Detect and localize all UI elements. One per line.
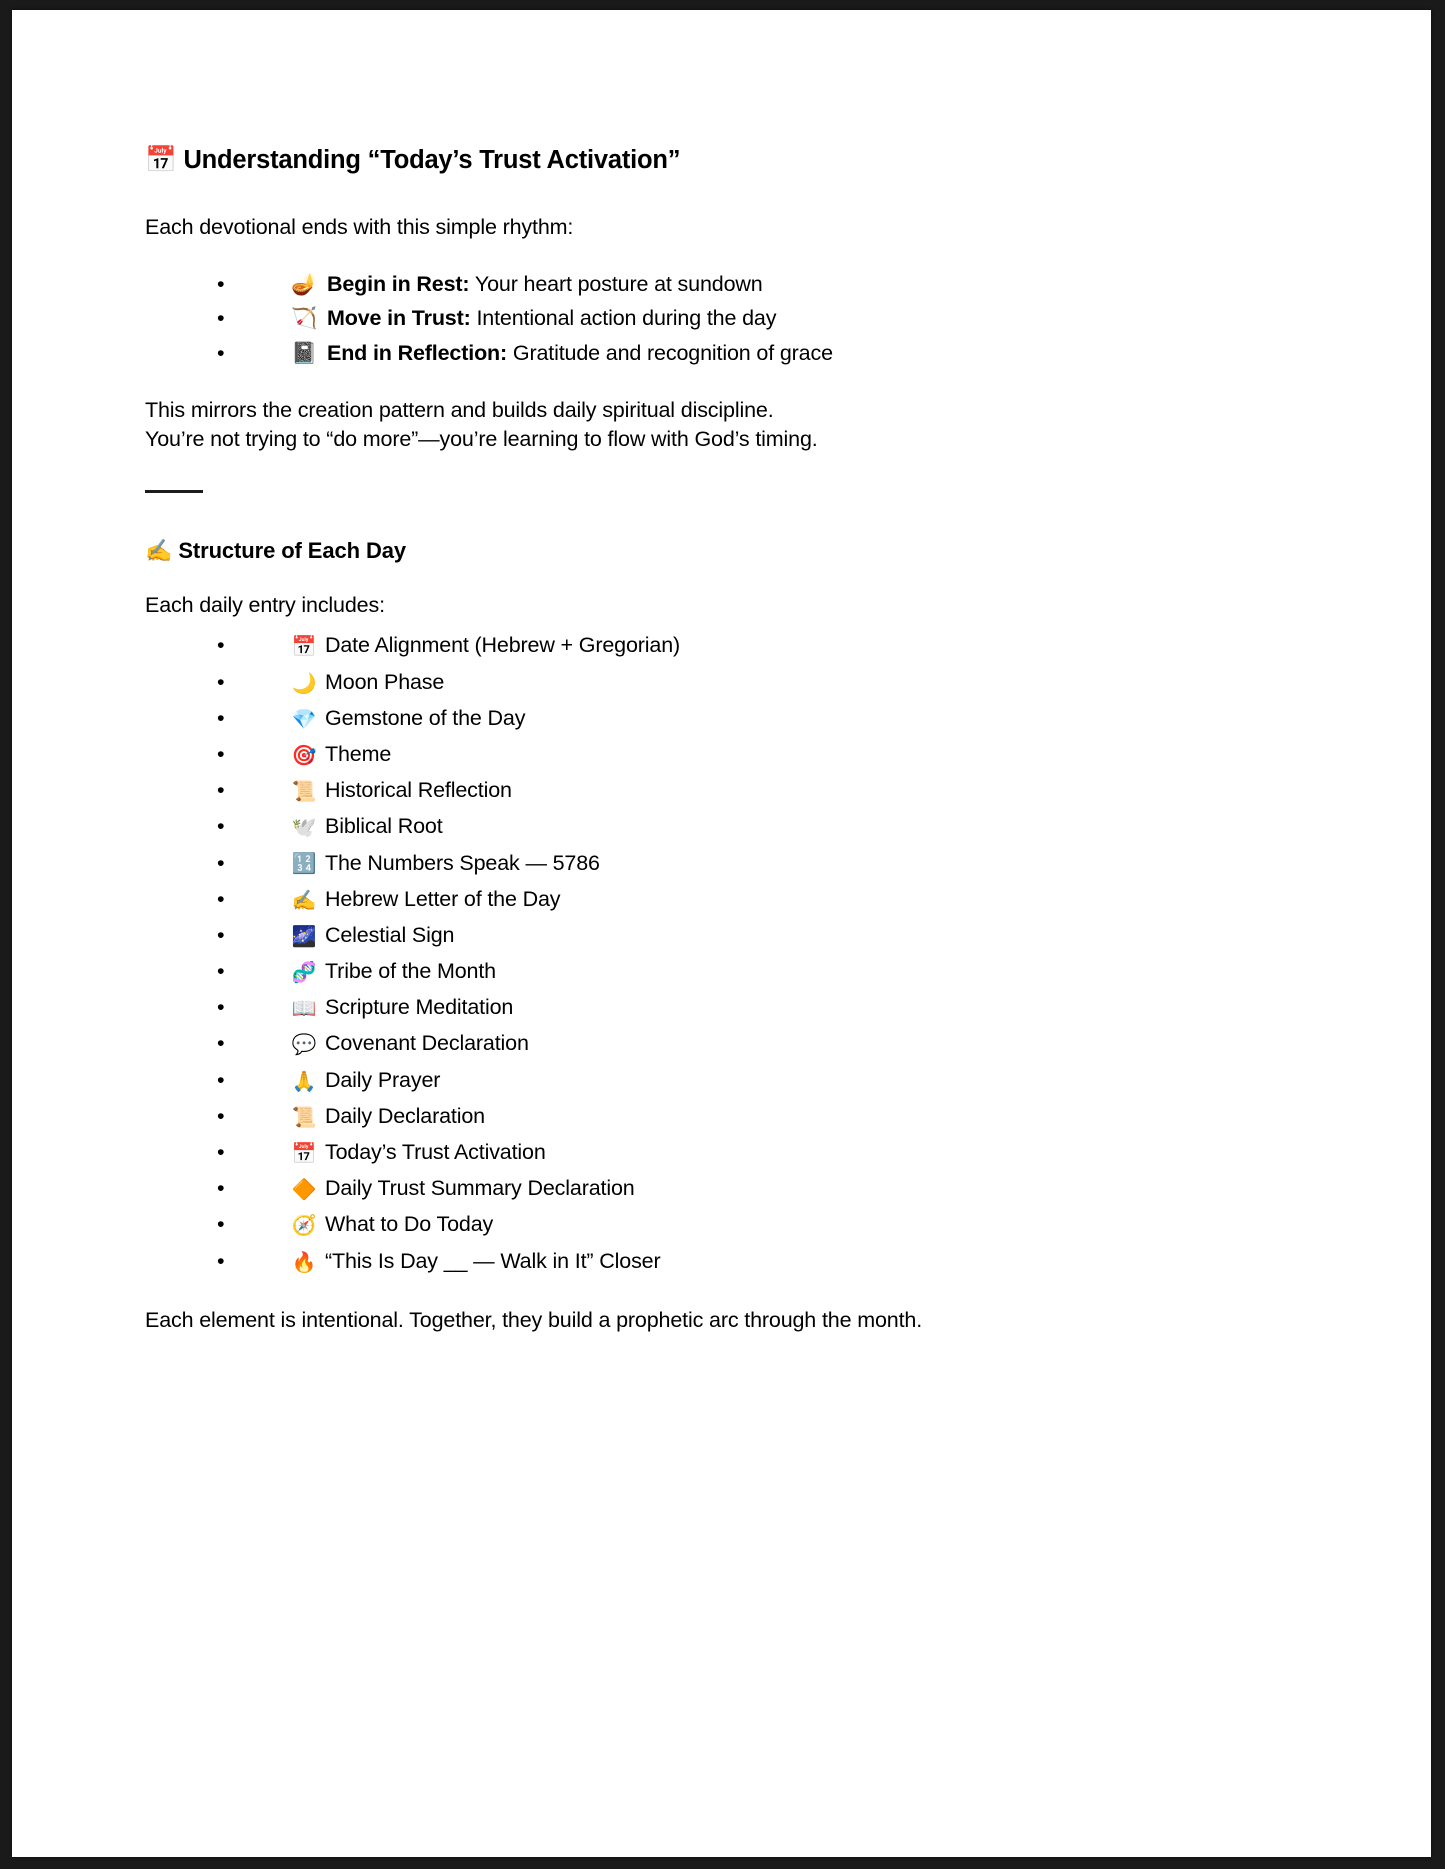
list-item bbox=[145, 990, 1205, 1026]
spacer bbox=[145, 620, 1205, 628]
list-item-label: Tribe of the Month bbox=[325, 959, 496, 984]
mirror-line-2: You’re not trying to “do more”—you’re learning to flow with God’s timing. bbox=[145, 427, 818, 452]
spacer bbox=[145, 454, 1205, 490]
bullet-icon: • bbox=[217, 886, 225, 911]
input-numbers-icon: 🔢 bbox=[291, 851, 317, 876]
list-item bbox=[145, 1171, 1205, 1207]
list-item-label: Daily Declaration bbox=[325, 1103, 485, 1128]
list-item bbox=[145, 773, 1205, 809]
intro-paragraph: Each devotional ends with this simple rhythm: bbox=[145, 214, 574, 239]
list-item bbox=[145, 701, 1205, 737]
list-item-label: End in Reflection: bbox=[327, 340, 508, 365]
list-item-description: Intentional action during the day bbox=[470, 306, 777, 331]
list-item-description: Your heart posture at sundown bbox=[469, 272, 763, 297]
document-page bbox=[12, 10, 1431, 1857]
spacer bbox=[145, 1280, 1205, 1306]
list-item-label: Begin in Rest: bbox=[327, 272, 470, 297]
spacer bbox=[145, 370, 1205, 396]
list-item-label: Move in Trust: bbox=[327, 306, 471, 331]
calendar-icon: 📅 bbox=[291, 1140, 317, 1165]
bullet-icon: • bbox=[217, 1176, 225, 1201]
bullet-icon: • bbox=[217, 1031, 225, 1056]
spacer bbox=[145, 565, 1205, 591]
bullet-icon: • bbox=[217, 850, 225, 875]
list-item-label: Daily Prayer bbox=[325, 1067, 441, 1092]
folded-hands-icon: 🙏 bbox=[291, 1068, 317, 1093]
writing-hand-icon: ✍️ bbox=[145, 538, 173, 564]
bullet-icon: • bbox=[217, 778, 225, 803]
list-item bbox=[145, 1099, 1205, 1135]
list-item-label: Scripture Meditation bbox=[325, 995, 514, 1020]
bullet-icon: • bbox=[217, 1212, 225, 1237]
bullet-icon: • bbox=[217, 272, 225, 297]
list-item-label: Moon Phase bbox=[325, 669, 445, 694]
closing-paragraph: Each element is intentional. Together, they build a prophetic arc through the month. bbox=[145, 1307, 923, 1332]
bullet-icon: • bbox=[217, 1067, 225, 1092]
list-item-label: Date Alignment (Hebrew + Gregorian) bbox=[325, 633, 681, 658]
bullet-icon: • bbox=[217, 741, 225, 766]
bullet-icon: • bbox=[217, 1248, 225, 1273]
list-item bbox=[145, 845, 1205, 881]
list-item-label: Covenant Declaration bbox=[325, 1031, 529, 1056]
rhythm-list bbox=[145, 268, 1205, 371]
bullet-icon: • bbox=[217, 633, 225, 658]
bullet-icon: • bbox=[217, 705, 225, 730]
bullet-icon: • bbox=[217, 922, 225, 947]
list-item bbox=[145, 302, 1205, 336]
list-item bbox=[145, 628, 1205, 664]
bullet-icon: • bbox=[217, 340, 225, 365]
list-item bbox=[145, 1026, 1205, 1062]
bullet-icon: • bbox=[217, 669, 225, 694]
bow-and-arrow-icon: 🏹 bbox=[291, 306, 317, 331]
mirror-line-1: This mirrors the creation pattern and builds daily spiritual discipline. bbox=[145, 398, 774, 423]
list-item bbox=[145, 664, 1205, 700]
spacer bbox=[145, 242, 1205, 268]
spacer bbox=[145, 493, 1205, 537]
list-item bbox=[145, 882, 1205, 918]
list-item-label: Historical Reflection bbox=[325, 778, 512, 803]
writing-hand-icon: ✍️ bbox=[291, 887, 317, 912]
milky-way-icon: 🌌 bbox=[291, 923, 317, 948]
bullet-icon: • bbox=[217, 1103, 225, 1128]
list-item-label: Daily Trust Summary Declaration bbox=[325, 1176, 635, 1201]
list-item bbox=[145, 1063, 1205, 1099]
dart-target-icon: 🎯 bbox=[291, 742, 317, 767]
list-item bbox=[145, 954, 1205, 990]
bullet-icon: • bbox=[217, 959, 225, 984]
list-item bbox=[145, 737, 1205, 773]
structure-list bbox=[145, 628, 1205, 1279]
page-title-text: Understanding “Today’s Trust Activation” bbox=[183, 146, 681, 174]
bullet-icon: • bbox=[217, 1140, 225, 1165]
list-item-label: Gemstone of the Day bbox=[325, 705, 526, 730]
notebook-icon: 📓 bbox=[291, 340, 317, 365]
orange-diamond-icon: 🔶 bbox=[291, 1177, 317, 1202]
structure-intro: Each daily entry includes: bbox=[145, 593, 385, 618]
diya-lamp-icon: 🪔 bbox=[291, 272, 317, 297]
crescent-moon-icon: 🌙 bbox=[291, 670, 317, 695]
list-item-label: Hebrew Letter of the Day bbox=[325, 886, 561, 911]
list-item bbox=[145, 809, 1205, 845]
compass-icon: 🧭 bbox=[291, 1213, 317, 1238]
list-item bbox=[145, 918, 1205, 954]
list-item-label: The Numbers Speak — 5786 bbox=[325, 850, 600, 875]
bullet-icon: • bbox=[217, 814, 225, 839]
page-title bbox=[145, 145, 1205, 177]
list-item-label: Biblical Root bbox=[325, 814, 443, 839]
scroll-icon: 📜 bbox=[291, 1104, 317, 1129]
list-item bbox=[145, 1243, 1205, 1279]
dove-icon: 🕊️ bbox=[291, 815, 317, 840]
calendar-icon: 📅 bbox=[145, 145, 177, 175]
list-item bbox=[145, 1135, 1205, 1171]
list-item-description: Gratitude and recognition of grace bbox=[507, 340, 833, 365]
scroll-icon: 📜 bbox=[291, 779, 317, 804]
structure-heading-text: Structure of Each Day bbox=[178, 537, 407, 563]
gem-stone-icon: 💎 bbox=[291, 706, 317, 731]
spacer bbox=[145, 177, 1205, 213]
list-item bbox=[145, 336, 1205, 370]
calendar-icon: 📅 bbox=[291, 634, 317, 659]
list-item bbox=[145, 1207, 1205, 1243]
list-item-label: What to Do Today bbox=[325, 1212, 494, 1237]
list-item-label: Celestial Sign bbox=[325, 922, 455, 947]
list-item-label: “This Is Day __ — Walk in It” Closer bbox=[325, 1248, 661, 1273]
bullet-icon: • bbox=[217, 995, 225, 1020]
open-book-icon: 📖 bbox=[291, 996, 317, 1021]
speech-balloon-icon: 💬 bbox=[291, 1032, 317, 1057]
list-item-label: Today’s Trust Activation bbox=[325, 1140, 546, 1165]
dna-icon: 🧬 bbox=[291, 960, 317, 985]
document-content bbox=[145, 145, 1205, 1334]
structure-heading bbox=[145, 537, 1205, 566]
list-item-label: Theme bbox=[325, 741, 392, 766]
fire-icon: 🔥 bbox=[291, 1249, 317, 1274]
list-item bbox=[145, 268, 1205, 302]
bullet-icon: • bbox=[217, 306, 225, 331]
